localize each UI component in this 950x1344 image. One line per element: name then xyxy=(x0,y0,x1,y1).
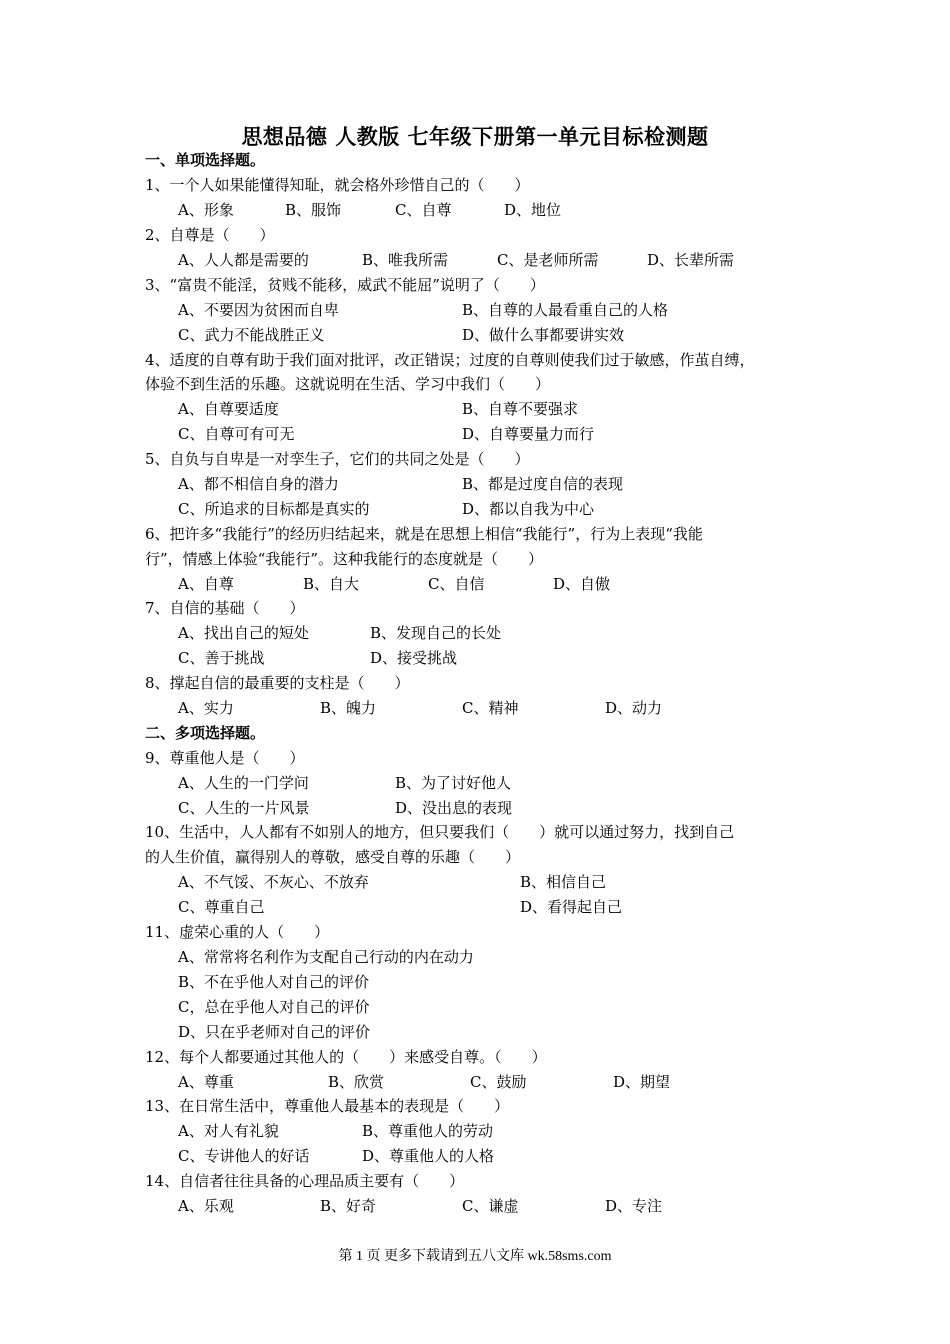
question-9-option-a: A、人生的一门学问 xyxy=(178,774,309,792)
question-3-option-b: B、自尊的人最看重自己的人格 xyxy=(462,301,669,319)
page-title: 思想品德 人教版 七年级下册第一单元目标检测题 xyxy=(241,124,709,149)
section-heading-single: 一、单项选择题。 xyxy=(145,151,266,169)
question-9-option-c: C、人生的一片风景 xyxy=(178,799,310,817)
section-heading-multi: 二、多项选择题。 xyxy=(145,724,266,742)
question-12-option-b: B、欣赏 xyxy=(328,1073,385,1091)
question-13-stem: 13、在日常生活中，尊重他人最基本的表现是（ ） xyxy=(145,1097,510,1115)
question-9-stem: 9、尊重他人是（ ） xyxy=(145,749,305,767)
question-6-stem-line1: 6、把许多“我能行”的经历归结起来，就是在思想上相信“我能行”，行为上表现“我能 xyxy=(145,525,703,543)
question-4-option-d: D、自尊要量力而行 xyxy=(462,425,595,443)
question-12-option-c: C、鼓励 xyxy=(470,1073,527,1091)
question-10-stem-line2: 的人生价值，赢得别人的尊敬，感受自尊的乐趣（ ） xyxy=(145,848,521,866)
question-11-option-b: B、不在乎他人对自己的评价 xyxy=(178,973,370,991)
question-6-option-d: D、自傲 xyxy=(553,575,611,593)
question-4-option-a: A、自尊要适度 xyxy=(178,400,279,418)
question-11-option-a: A、常常将名利作为支配自己行动的内在动力 xyxy=(178,948,474,966)
question-10-option-d: D、看得起自己 xyxy=(520,898,623,916)
question-2-option-c: C、是老师所需 xyxy=(497,251,599,269)
question-8-option-c: C、精神 xyxy=(462,699,519,717)
question-6-option-c: C、自信 xyxy=(428,575,485,593)
question-5-option-c: C、所追求的目标都是真实的 xyxy=(178,500,370,518)
question-4-option-c: C、自尊可有可无 xyxy=(178,425,295,443)
question-9-option-b: B、为了讨好他人 xyxy=(395,774,512,792)
question-4-option-b: B、自尊不要强求 xyxy=(462,400,579,418)
question-7-option-b: B、发现自己的长处 xyxy=(370,624,502,642)
question-8-option-d: D、动力 xyxy=(605,699,663,717)
question-7-option-a: A、找出自己的短处 xyxy=(178,624,309,642)
question-10-option-c: C、尊重自己 xyxy=(178,898,265,916)
question-4-stem-line2: 体验不到生活的乐趣。这就说明在生活、学习中我们（ ） xyxy=(145,375,551,393)
question-6-option-b: B、自大 xyxy=(303,575,360,593)
question-12-stem: 12、每个人都要通过其他人的（ ）来感受自尊。（ ） xyxy=(145,1048,547,1066)
question-3-option-c: C、武力不能战胜正义 xyxy=(178,326,325,344)
question-9-option-d: D、没出息的表现 xyxy=(395,799,513,817)
question-1-stem: 1、一个人如果能懂得知耻，就会格外珍惜自己的（ ） xyxy=(145,176,530,194)
question-2-option-b: B、唯我所需 xyxy=(362,251,449,269)
question-10-stem-line1: 10、生活中，人人都有不如别人的地方，但只要我们（ ）就可以通过努力，找到自己 xyxy=(145,823,735,841)
question-13-option-b: B、尊重他人的劳动 xyxy=(362,1122,494,1140)
question-11-option-d: D、只在乎老师对自己的评价 xyxy=(178,1023,371,1041)
question-12-option-d: D、期望 xyxy=(613,1073,671,1091)
question-14-option-a: A、乐观 xyxy=(178,1197,234,1215)
question-3-option-d: D、做什么事都要讲实效 xyxy=(462,326,625,344)
question-3-option-a: A、不要因为贫困而自卑 xyxy=(178,301,339,319)
question-2-stem: 2、自尊是（ ） xyxy=(145,226,275,244)
question-14-option-c: C、谦虚 xyxy=(462,1197,519,1215)
question-6-stem-line2: 行”，情感上体验“我能行”。这种我能行的态度就是（ ） xyxy=(145,550,544,568)
question-11-option-c: C，总在乎他人对自己的评价 xyxy=(178,998,370,1016)
question-8-option-a: A、实力 xyxy=(178,699,234,717)
question-11-stem: 11、虚荣心重的人（ ） xyxy=(145,923,330,941)
question-6-option-a: A、自尊 xyxy=(178,575,234,593)
question-5-option-a: A、都不相信自身的潜力 xyxy=(178,475,339,493)
question-13-option-d: D、尊重他人的人格 xyxy=(362,1147,495,1165)
question-7-option-d: D、接受挑战 xyxy=(370,649,458,667)
question-1-option-d: D、地位 xyxy=(504,201,562,219)
question-3-stem: 3、“富贵不能淫，贫贱不能移，威武不能屈”说明了（ ） xyxy=(145,276,545,294)
page-footer: 第 1 页 更多下载请到五八文库 wk.58sms.com xyxy=(338,1249,612,1264)
question-12-option-a: A、尊重 xyxy=(178,1073,234,1091)
question-1-option-a: A、形象 xyxy=(178,201,234,219)
question-8-option-b: B、魄力 xyxy=(320,699,377,717)
question-2-option-d: D、长辈所需 xyxy=(647,251,735,269)
question-4-stem-line1: 4、适度的自尊有助于我们面对批评，改正错误；过度的自尊则使我们过于敏感，作茧自缚， xyxy=(145,351,755,369)
question-14-stem: 14、自信者往往具备的心理品质主要有（ ） xyxy=(145,1172,465,1190)
question-10-option-a: A、不气馁、不灰心、不放弃 xyxy=(178,873,369,891)
question-14-option-b: B、好奇 xyxy=(320,1197,377,1215)
question-2-option-a: A、人人都是需要的 xyxy=(178,251,309,269)
question-5-option-d: D、都以自我为中心 xyxy=(462,500,595,518)
question-13-option-c: C、专讲他人的好话 xyxy=(178,1147,310,1165)
question-1-option-b: B、服饰 xyxy=(285,201,342,219)
question-7-option-c: C、善于挑战 xyxy=(178,649,265,667)
question-5-stem: 5、自负与自卑是一对孪生子，它们的共同之处是（ ） xyxy=(145,450,530,468)
question-10-option-b: B、相信自己 xyxy=(520,873,607,891)
question-8-stem: 8、撑起自信的最重要的支柱是（ ） xyxy=(145,674,410,692)
question-1-option-c: C、自尊 xyxy=(395,201,452,219)
question-13-option-a: A、对人有礼貌 xyxy=(178,1122,279,1140)
question-7-stem: 7、自信的基础（ ） xyxy=(145,599,305,617)
question-5-option-b: B、都是过度自信的表现 xyxy=(462,475,624,493)
question-14-option-d: D、专注 xyxy=(605,1197,663,1215)
